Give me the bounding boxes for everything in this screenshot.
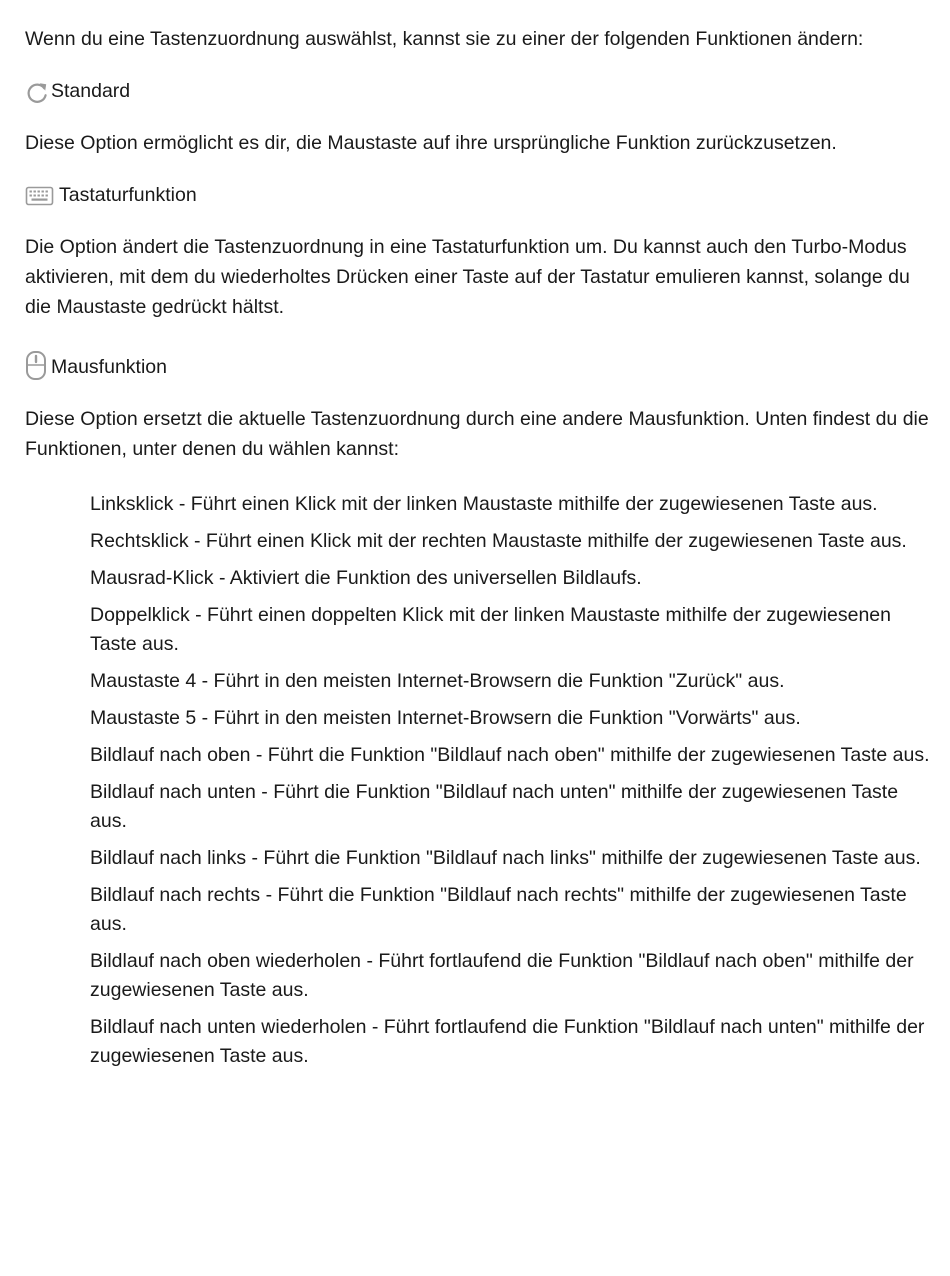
list-item: Bildlauf nach unten wiederholen - Führt fortlaufend die Funktion "Bildlauf nach unten" mithilfe der zugewiesenen Taste aus. [90,1016,925,1067]
intro-text: Wenn du eine Tastenzuordnung auswählst, kannst sie zu einer der folgenden Funktionen ändern: [25,28,864,50]
keyboard-description: Die Option ändert die Tastenzuordnung in eine Tastaturfunktion um. Du kannst auch den Turbo-Modus aktivieren, mit dem du wiederholtes Drücken einer Taste auf der Tastatur emulieren kannst, solange du die Maustaste gedrückt hältst. [25,236,910,318]
list-item: Bildlauf nach rechts - Führt die Funktion "Bildlauf nach rechts" mithilfe der zugewiesenen Taste aus. [90,884,907,935]
keyboard-icon [25,184,57,210]
mouse-icon [25,350,49,382]
mouse-heading [25,350,930,382]
mouse-function-list [25,490,930,1071]
standard-heading [25,76,930,106]
reset-icon [25,80,49,106]
mouse-description: Diese Option ersetzt die aktuelle Tastenzuordnung durch eine andere Mausfunktion. Unten findest du die Funktionen, unter denen du wählen kannst: [25,408,929,460]
list-item: Maustaste 5 - Führt in den meisten Internet-Browsern die Funktion "Vorwärts" aus. [90,707,801,729]
list-item: Doppelklick - Führt einen doppelten Klick mit der linken Maustaste mithilfe der zugewiesenen Taste aus. [90,604,891,655]
mouse-title: Mausfunktion [51,356,167,378]
list-item: Bildlauf nach links - Führt die Funktion "Bildlauf nach links" mithilfe der zugewiesenen Taste aus. [90,847,921,869]
list-item: Mausrad-Klick - Aktiviert die Funktion des universellen Bildlaufs. [90,567,642,589]
standard-description: Diese Option ermöglicht es dir, die Maustaste auf ihre ursprüngliche Funktion zurückzusetzen. [25,132,837,154]
keyboard-heading [25,180,930,210]
list-item: Bildlauf nach unten - Führt die Funktion "Bildlauf nach unten" mithilfe der zugewiesenen Taste aus. [90,781,899,832]
list-item: Linksklick - Führt einen Klick mit der linken Maustaste mithilfe der zugewiesenen Taste aus. [90,493,878,515]
list-item: Bildlauf nach oben - Führt die Funktion "Bildlauf nach oben" mithilfe der zugewiesenen Taste aus. [90,744,930,766]
list-item: Maustaste 4 - Führt in den meisten Internet-Browsern die Funktion "Zurück" aus. [90,670,785,692]
standard-title: Standard [51,80,131,102]
list-item: Rechtsklick - Führt einen Klick mit der rechten Maustaste mithilfe der zugewiesenen Taste aus. [90,530,907,552]
list-item: Bildlauf nach oben wiederholen - Führt fortlaufend die Funktion "Bildlauf nach oben" mithilfe der zugewiesenen Taste aus. [90,950,914,1001]
keyboard-title: Tastaturfunktion [59,184,197,206]
